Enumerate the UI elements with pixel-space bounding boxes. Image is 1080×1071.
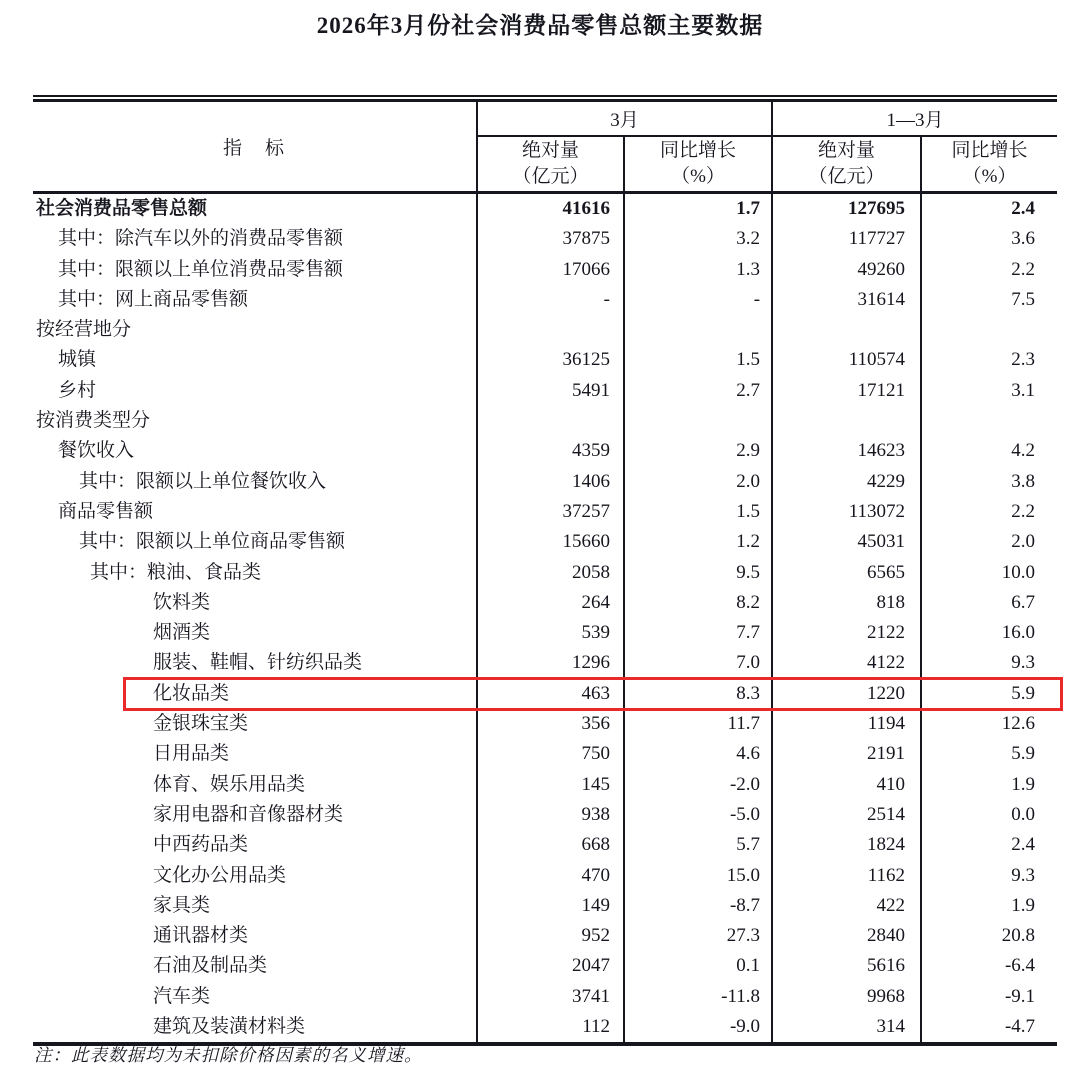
cell-c_abs: 2514: [772, 800, 921, 830]
page-title: 2026年3月份社会消费品零售总额主要数据: [316, 13, 764, 38]
row-label: 石油及制品类: [153, 955, 268, 977]
cell-c_abs: 9968: [772, 982, 921, 1012]
cell-m_abs: 3741: [477, 982, 624, 1012]
row-label: 金银珠宝类: [153, 713, 249, 735]
table-row: [33, 1012, 1057, 1044]
cell-m_abs: 750: [477, 739, 624, 769]
cell-m_abs: 938: [477, 800, 624, 830]
cell-m_yoy: 2.0: [624, 467, 772, 497]
row-label: 其中：限额以上单位餐饮收入: [79, 470, 327, 492]
cell-m_abs: 668: [477, 830, 624, 860]
table-row: [33, 315, 1057, 345]
cell-c_yoy: 7.5: [921, 285, 1057, 315]
row-label: 其中：粮油、食品类: [90, 561, 262, 583]
cell-m_yoy: 2.9: [624, 436, 772, 466]
cell-m_abs: 264: [477, 588, 624, 618]
row-label: 其中：限额以上单位商品零售额: [79, 531, 346, 553]
cell-c_yoy: 6.7: [921, 588, 1057, 618]
cell-c_yoy: 2.2: [921, 497, 1057, 527]
cell-m_yoy: 0.1: [624, 951, 772, 981]
cell-m_abs: 1296: [477, 648, 624, 678]
cell-c_yoy: 2.2: [921, 255, 1057, 285]
cell-c_abs: 45031: [772, 527, 921, 557]
cell-m_yoy: 7.0: [624, 648, 772, 678]
cell-c_yoy: 0.0: [921, 800, 1057, 830]
header-cum-absolute: [772, 136, 921, 193]
cell-m_abs: 36125: [477, 345, 624, 375]
cell-c_abs: 1220: [772, 679, 921, 709]
cell-c_yoy: 2.4: [921, 193, 1057, 225]
table-row: [33, 588, 1057, 618]
cell-c_abs: 110574: [772, 345, 921, 375]
cell-c_abs: 1824: [772, 830, 921, 860]
cell-m_abs: -: [477, 285, 624, 315]
cell-c_yoy: 1.9: [921, 770, 1057, 800]
table-row: [33, 739, 1057, 769]
cell-m_abs: 2047: [477, 951, 624, 981]
cell-m_abs: 539: [477, 618, 624, 648]
row-label: 按消费类型分: [36, 410, 151, 432]
table-row: [33, 406, 1057, 436]
cell-c_abs: 314: [772, 1012, 921, 1044]
cell-m_yoy: 1.2: [624, 527, 772, 557]
cell-m_abs: 145: [477, 770, 624, 800]
cell-m_yoy: 27.3: [624, 921, 772, 951]
table-row: [33, 467, 1057, 497]
header-march-absolute: [477, 136, 624, 193]
cell-m_yoy: -5.0: [624, 800, 772, 830]
cell-c_abs: 6565: [772, 558, 921, 588]
row-label: 其中：限额以上单位消费品零售额: [58, 258, 344, 280]
cell-c_yoy: -9.1: [921, 982, 1057, 1012]
cell-c_yoy: 12.6: [921, 709, 1057, 739]
cell-c_yoy: 5.9: [921, 679, 1057, 709]
row-label: 饮料类: [153, 591, 211, 613]
cell-m_yoy: -: [624, 285, 772, 315]
table-row: [33, 982, 1057, 1012]
cell-c_yoy: [921, 406, 1057, 436]
table-header: [33, 101, 1057, 193]
row-label: 家具类: [153, 894, 211, 916]
cell-m_abs: 37257: [477, 497, 624, 527]
cell-m_abs: 17066: [477, 255, 624, 285]
row-label: 社会消费品零售总额: [36, 198, 208, 219]
cell-m_yoy: [624, 315, 772, 345]
cell-c_yoy: 20.8: [921, 921, 1057, 951]
table-row: [33, 709, 1057, 739]
cell-c_abs: 2840: [772, 921, 921, 951]
cell-m_abs: 4359: [477, 436, 624, 466]
row-label: 通讯器材类: [153, 925, 249, 947]
row-label: 城镇: [58, 349, 97, 371]
cell-c_yoy: 2.4: [921, 830, 1057, 860]
row-label: 建筑及装潢材料类: [33, 1012, 477, 1044]
cell-m_abs: 37875: [477, 224, 624, 254]
cell-c_yoy: 2.3: [921, 345, 1057, 375]
header-line: （亿元）: [808, 166, 885, 187]
cell-c_abs: 31614: [772, 285, 921, 315]
row-label: 其中：除汽车以外的消费品零售额: [58, 228, 344, 250]
header-indicator: 指 标: [33, 101, 477, 193]
cell-m_yoy: 7.7: [624, 618, 772, 648]
cell-c_abs: 4122: [772, 648, 921, 678]
cell-m_abs: 2058: [477, 558, 624, 588]
cell-m_abs: 15660: [477, 527, 624, 557]
cell-c_abs: [772, 406, 921, 436]
cell-c_yoy: 2.0: [921, 527, 1057, 557]
cell-c_abs: 5616: [772, 951, 921, 981]
cell-m_yoy: 1.7: [624, 193, 772, 225]
row-label: 家用电器和音像器材类: [153, 803, 344, 825]
cell-c_abs: 127695: [772, 193, 921, 225]
cell-c_yoy: 1.9: [921, 891, 1057, 921]
cell-c_yoy: 4.2: [921, 436, 1057, 466]
cell-m_abs: 1406: [477, 467, 624, 497]
cell-m_yoy: 9.5: [624, 558, 772, 588]
row-label: 烟酒类: [153, 622, 211, 644]
table-row: [33, 193, 1057, 225]
table-body: [33, 193, 1057, 1045]
table-row: [33, 951, 1057, 981]
cell-m_abs: 470: [477, 861, 624, 891]
table-row-highlighted: [33, 679, 1057, 709]
cell-m_abs: 952: [477, 921, 624, 951]
cell-c_abs: [772, 315, 921, 345]
cell-m_yoy: 2.7: [624, 376, 772, 406]
cell-c_abs: 1194: [772, 709, 921, 739]
row-label: 化妆品类: [153, 682, 230, 704]
cell-c_abs: 17121: [772, 376, 921, 406]
cell-c_abs: 49260: [772, 255, 921, 285]
cell-c_yoy: 16.0: [921, 618, 1057, 648]
cell-c_yoy: 3.8: [921, 467, 1057, 497]
row-label: 中西药品类: [153, 834, 249, 856]
header-line: （%）: [962, 166, 1017, 187]
table-row: [33, 800, 1057, 830]
row-label: 其中：网上商品零售额: [58, 288, 249, 310]
data-table-wrap: [33, 95, 1057, 1046]
header-line: 同比增长: [660, 140, 737, 161]
cell-c_yoy: 10.0: [921, 558, 1057, 588]
cell-c_yoy: 5.9: [921, 739, 1057, 769]
cell-m_yoy: -11.8: [624, 982, 772, 1012]
cell-m_yoy: 1.5: [624, 497, 772, 527]
row-label: 乡村: [58, 379, 97, 401]
cell-c_abs: 2122: [772, 618, 921, 648]
cell-c_abs: 113072: [772, 497, 921, 527]
table-row: [33, 497, 1057, 527]
cell-c_yoy: 9.3: [921, 861, 1057, 891]
cell-c_abs: 410: [772, 770, 921, 800]
cell-m_yoy: 5.7: [624, 830, 772, 860]
cell-c_yoy: -4.7: [921, 1012, 1057, 1044]
cell-m_abs: 112: [477, 1012, 624, 1044]
cell-c_yoy: 9.3: [921, 648, 1057, 678]
cell-m_yoy: 1.3: [624, 255, 772, 285]
cell-m_yoy: [624, 406, 772, 436]
cell-m_yoy: 8.3: [624, 679, 772, 709]
row-label: 汽车类: [153, 985, 211, 1007]
header-group-march: 3月: [477, 101, 772, 137]
header-cum-yoy: [921, 136, 1057, 193]
header-line: 绝对量: [818, 140, 876, 161]
cell-m_abs: 41616: [477, 193, 624, 225]
row-label: 服装、鞋帽、针纺织品类: [153, 652, 363, 674]
table-row: [33, 830, 1057, 860]
cell-m_yoy: 1.5: [624, 345, 772, 375]
row-label: 日用品类: [153, 743, 230, 765]
cell-m_yoy: 3.2: [624, 224, 772, 254]
footnote: 注：此表数据均为未扣除价格因素的名义增速。: [34, 1045, 423, 1065]
table-row: [33, 285, 1057, 315]
cell-m_yoy: 15.0: [624, 861, 772, 891]
table-row: [33, 527, 1057, 557]
row-label: 商品零售额: [58, 500, 154, 522]
cell-c_abs: 14623: [772, 436, 921, 466]
row-label: 按经营地分: [36, 319, 132, 341]
table-row: [33, 618, 1057, 648]
cell-c_yoy: [921, 315, 1057, 345]
table-row: [33, 861, 1057, 891]
table-row: [33, 648, 1057, 678]
cell-m_abs: 149: [477, 891, 624, 921]
cell-m_yoy: -8.7: [624, 891, 772, 921]
cell-m_yoy: 8.2: [624, 588, 772, 618]
cell-m_abs: [477, 406, 624, 436]
table-row: [33, 770, 1057, 800]
cell-c_abs: 422: [772, 891, 921, 921]
row-label: 文化办公用品类: [153, 864, 287, 886]
cell-m_yoy: 11.7: [624, 709, 772, 739]
cell-m_yoy: 4.6: [624, 739, 772, 769]
cell-m_yoy: -2.0: [624, 770, 772, 800]
cell-c_abs: 1162: [772, 861, 921, 891]
cell-c_yoy: 3.6: [921, 224, 1057, 254]
header-line: （亿元）: [512, 166, 589, 187]
data-table: [33, 99, 1057, 1046]
table-row: [33, 376, 1057, 406]
cell-c_yoy: 3.1: [921, 376, 1057, 406]
cell-c_yoy: -6.4: [921, 951, 1057, 981]
cell-m_yoy: -9.0: [624, 1012, 772, 1044]
table-row: [33, 558, 1057, 588]
header-march-yoy: [624, 136, 772, 193]
cell-m_abs: 463: [477, 679, 624, 709]
header-line: 同比增长: [951, 140, 1028, 161]
cell-c_abs: 117727: [772, 224, 921, 254]
table-row: [33, 255, 1057, 285]
cell-c_abs: 818: [772, 588, 921, 618]
header-line: （%）: [671, 166, 725, 187]
cell-c_abs: 4229: [772, 467, 921, 497]
header-group-jan-mar: 1—3月: [772, 101, 1057, 137]
cell-m_abs: 356: [477, 709, 624, 739]
table-row: [33, 224, 1057, 254]
cell-m_abs: 5491: [477, 376, 624, 406]
table-row: [33, 345, 1057, 375]
table-row: [33, 436, 1057, 466]
row-label: 餐饮收入: [58, 440, 135, 462]
row-label: 体育、娱乐用品类: [153, 773, 306, 795]
cell-c_abs: 2191: [772, 739, 921, 769]
cell-m_abs: [477, 315, 624, 345]
table-row: [33, 891, 1057, 921]
header-line: 绝对量: [521, 140, 579, 161]
table-row: [33, 921, 1057, 951]
